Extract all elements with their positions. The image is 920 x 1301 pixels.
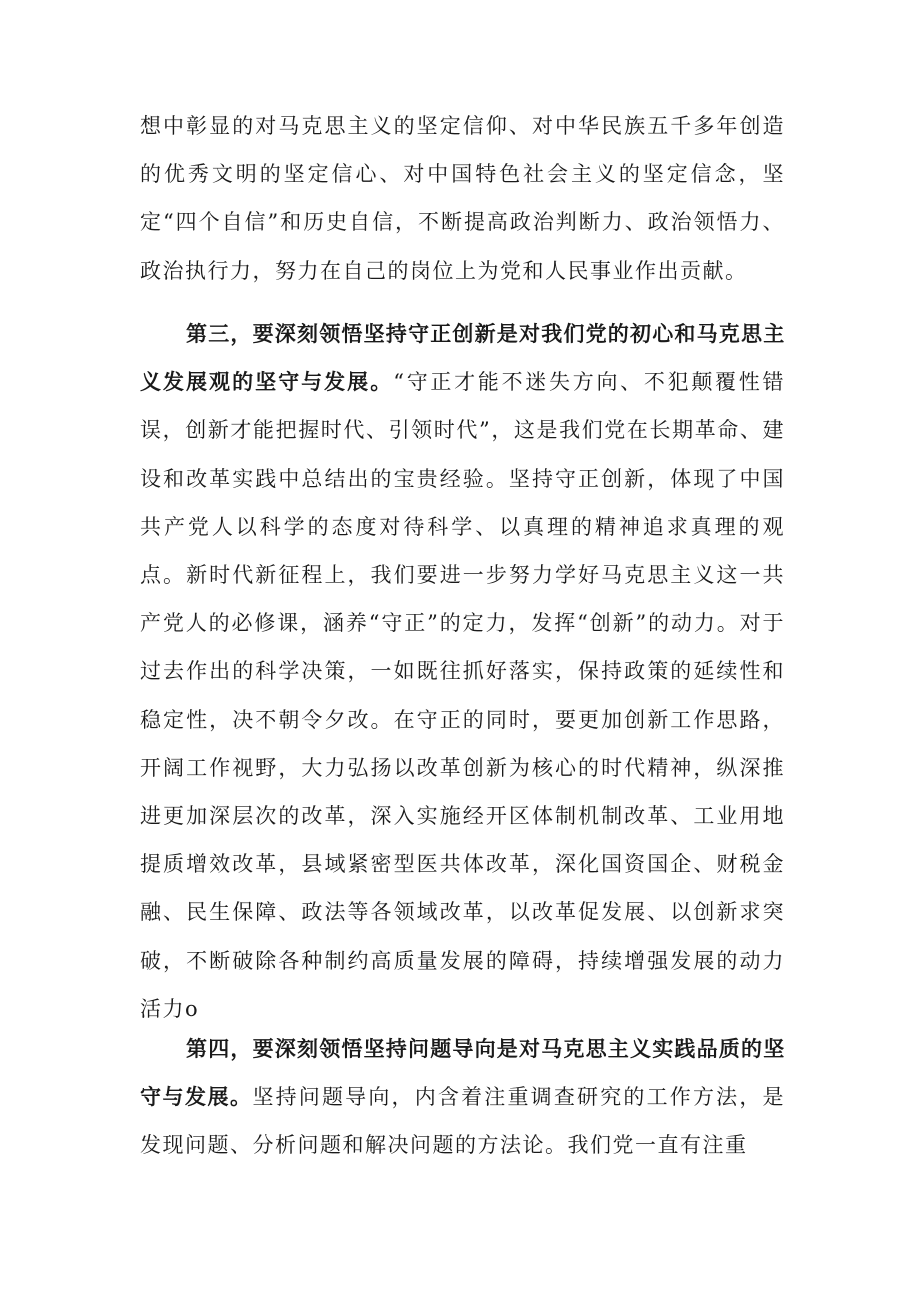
paragraph-continuation <box>140 102 785 295</box>
paragraph-lead: 第三，要深刻领悟坚持守正创新是对我们党的初心和马克思主义发展观的坚守与发展。 <box>140 322 785 395</box>
paragraph-fourth-point <box>140 1025 785 1170</box>
paragraph-body: 坚持问题导向，内含着注重调查研究的工作方法，是发现问题、分析问题和解决问题的方法论。我们党一直有注重 <box>140 1085 786 1158</box>
paragraph-lead: 第四，要深刻领悟坚持问题导向是对马克思主义实践品质的坚守与发展。 <box>140 1037 785 1110</box>
paragraph-body: “守正才能不迷失方向、不犯颠覆性错误，创新才能把握时代、引领时代”，这是我们党在长期革命、建设和改革实践中总结出的宝贵经验。坚持守正创新，体现了中国共产党人以科学的态度对待科学、以真理的精神追求真理的观点。新时代新征程上，我们要进一步努力学好马克思主义这一共产党人的必修课，涵养“守正”的定力，发挥“创新”的动力。对于过去作出的科学决策，一如既往抓好落实，保持政策的延续性和稳定性，决不朝令夕改。在守正的同时，要更加创新工作思路，开阔工作视野，大力弘扬以改革创新为核心的时代精神，纵深推进更加深层次的改革，深入实施经开区体制机制改革、工业用地提质增效改革，县域紧密型医共体改革，深化国资国企、财税金融、民生保障、政法等各领域改革，以改革促发展、以创新求突破，不断破除各种制约高质量发展的障碍，持续增强发展的动力活力o <box>140 370 785 1021</box>
paragraph-body: 想中彰显的对马克思主义的坚定信仰、对中华民族五千多年创造的优秀文明的坚定信心、对中国特色社会主义的坚定信念，坚定“四个自信”和历史自信，不断提高政治判断力、政治领悟力、政治执行力，努力在自己的岗位上为党和人民事业作出贡献。 <box>140 114 785 283</box>
paragraph-third-point <box>140 310 785 1033</box>
